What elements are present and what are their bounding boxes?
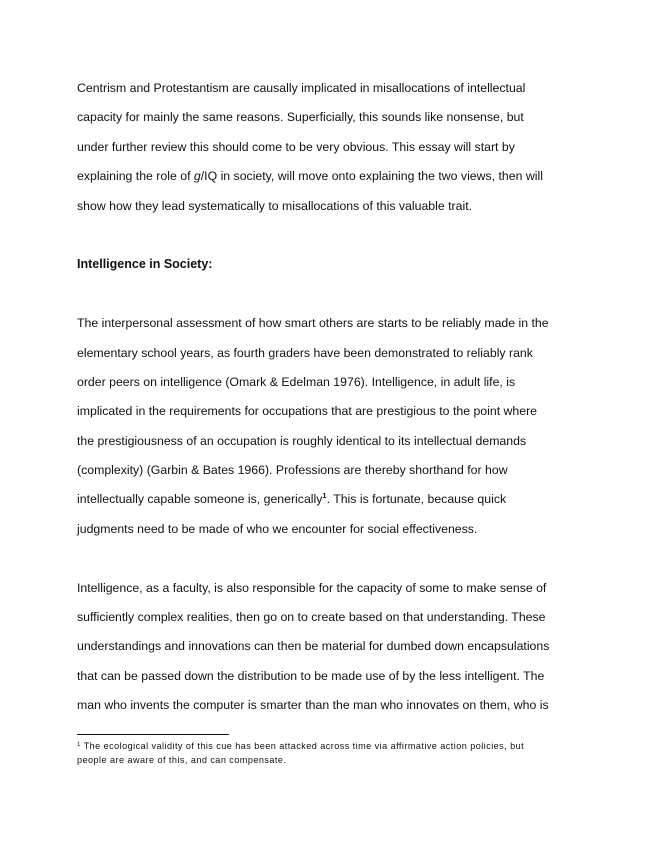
text-line: judgments need to be made of who we encounter for social effectiveness.	[77, 521, 478, 536]
footnote-reference[interactable]: 1	[322, 491, 327, 501]
text-span: /IQ in society, will move onto explaining the two views, then will	[200, 169, 543, 184]
text-line	[77, 162, 577, 191]
text-line: Intelligence, as a faculty, is also responsible for the capacity of some to make sense of	[77, 580, 547, 595]
italic-g: g	[193, 169, 201, 184]
text-line: show how they lead systematically to misallocations of this valuable trait.	[77, 198, 473, 213]
text-line: The interpersonal assessment of how smart others are starts to be reliably made in the	[77, 316, 549, 331]
text-span: intellectually capable someone is, generically	[77, 492, 323, 507]
text-line: (complexity) (Garbin & Bates 1966). Professions are thereby shorthand for how	[77, 463, 508, 478]
text-line: capacity for mainly the same reasons. Superficially, this sounds like nonsense, but	[77, 110, 524, 125]
text-line: that can be passed down the distribution to be made use of by the less intelligent. The	[77, 668, 545, 683]
footnote	[77, 739, 577, 767]
text-span: . This is fortunate, because quick	[326, 492, 507, 507]
footnote-marker: 1	[77, 742, 81, 748]
text-span: The ecological validity of this cue has been attacked across time via affirmative action policies, but	[80, 741, 525, 751]
body-text	[77, 74, 577, 721]
footnote-separator	[77, 734, 229, 735]
text-line: elementary school years, as fourth graders have been demonstrated to reliably rank	[77, 345, 533, 360]
paragraph-gap	[77, 280, 577, 309]
society-paragraph	[77, 309, 577, 544]
text-line: order peers on intelligence (Omark & Edelman 1976). Intelligence, in adult life, is	[77, 374, 516, 389]
text-span: explaining the role of	[77, 169, 194, 184]
intro-paragraph	[77, 74, 577, 221]
footnote-line	[77, 739, 577, 753]
text-line: under further review this should come to be very obvious. This essay will start by	[77, 139, 515, 154]
text-line: Centrism and Protestantism are causally implicated in misallocations of intellectual	[77, 81, 526, 95]
text-line	[77, 485, 577, 514]
text-line: sufficiently complex realities, then go on to create based on that understanding. These	[77, 610, 546, 625]
paragraph-gap	[77, 544, 577, 573]
section-heading: Intelligence in Society:	[77, 257, 213, 272]
faculty-paragraph	[77, 574, 577, 721]
text-line: man who invents the computer is smarter than the man who innovates on them, who is	[77, 698, 549, 713]
text-line: implicated in the requirements for occupations that are prestigious to the point where	[77, 404, 538, 419]
footnote-line: people are aware of this, and can compensate.	[77, 755, 287, 765]
text-line: understandings and innovations can then be material for dumbed down encapsulations	[77, 639, 550, 654]
text-line: the prestigiousness of an occupation is roughly identical to its intellectual demands	[77, 433, 527, 448]
paragraph-gap	[77, 221, 577, 250]
